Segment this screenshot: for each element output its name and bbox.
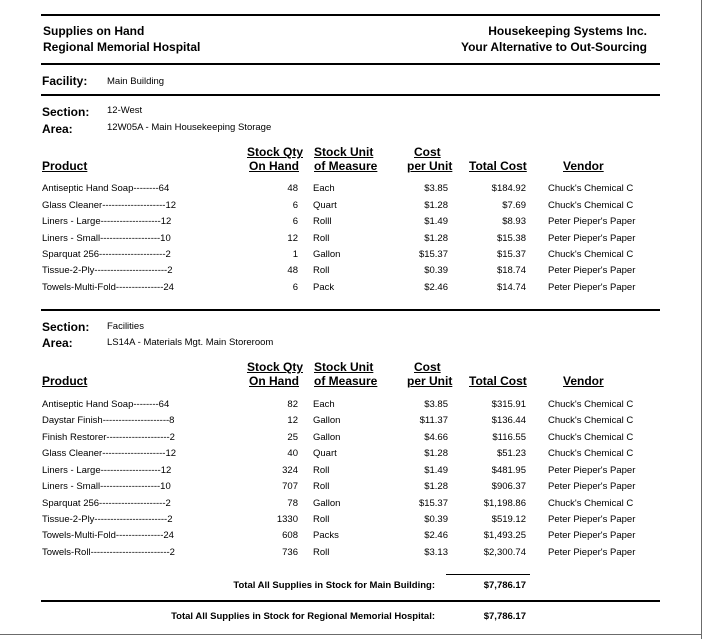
vendor-cell: Chuck's Chemical C (548, 432, 634, 443)
product-cell: Finish Restorer--------------------2 (42, 432, 175, 443)
cost-cell: $1.49 (424, 216, 448, 227)
unit-cell: Gallon (313, 498, 341, 509)
table-row (0, 448, 707, 462)
table-row (0, 200, 707, 214)
total-cell: $1,493.25 (483, 530, 526, 541)
product-cell: Tissue-2-Ply-----------------------2 (42, 514, 173, 525)
section-label: Section: (42, 320, 90, 334)
vendor-cell: Peter Pieper's Paper (548, 514, 636, 525)
total-cell: $136.44 (491, 415, 526, 426)
cost-cell: $1.28 (424, 448, 448, 459)
hospital-total-value: $7,786.17 (483, 611, 526, 622)
product-cell: Sparquat 256---------------------2 (42, 249, 171, 260)
col-qty-1: Stock Qty (246, 360, 303, 374)
unit-cell: Rolll (313, 216, 332, 227)
product-cell: Antiseptic Hand Soap--------64 (42, 399, 170, 410)
total-cell: $1,198.86 (483, 498, 526, 509)
cost-cell: $2.46 (424, 530, 448, 541)
hospital-total-label: Total All Supplies in Stock for Regional Memorial Hospital: (171, 611, 435, 622)
cost-cell: $2.46 (424, 282, 448, 293)
product-cell: Towels-Multi-Fold---------------24 (42, 530, 174, 541)
qty-cell: 25 (287, 432, 298, 443)
qty-cell: 324 (282, 465, 298, 476)
vendor-cell: Chuck's Chemical C (548, 448, 634, 459)
total-cell: $7.69 (502, 200, 526, 211)
company-tagline: Your Alternative to Out-Sourcing (460, 40, 647, 54)
section-value: Facilities (107, 321, 144, 332)
unit-cell: Roll (313, 265, 330, 276)
vendor-cell: Peter Pieper's Paper (548, 465, 636, 476)
product-cell: Towels-Roll-------------------------2 (42, 547, 175, 558)
total-cell: $116.55 (492, 432, 526, 443)
cost-cell: $1.28 (424, 200, 448, 211)
product-cell: Tissue-2-Ply-----------------------2 (42, 265, 173, 276)
vendor-cell: Peter Pieper's Paper (548, 282, 636, 293)
product-cell: Sparquat 256---------------------2 (42, 498, 171, 509)
cost-cell: $3.13 (424, 547, 448, 558)
total-cell: $315.91 (491, 399, 526, 410)
qty-cell: 6 (292, 200, 298, 211)
table-row (0, 498, 707, 512)
vendor-cell: Chuck's Chemical C (548, 183, 634, 194)
grand-total-rule (41, 600, 660, 602)
unit-cell: Gallon (313, 432, 341, 443)
building-total-value: $7,786.17 (483, 580, 526, 591)
qty-cell: 6 (292, 282, 298, 293)
cost-cell: $0.39 (424, 265, 448, 276)
total-cell: $519.12 (491, 514, 526, 525)
qty-cell: 12 (287, 233, 298, 244)
total-cell: $14.74 (496, 282, 526, 293)
facility-rule (41, 94, 660, 96)
facility-label: Facility: (42, 74, 88, 88)
building-total-label: Total All Supplies in Stock for Main Building: (233, 580, 435, 591)
col-unit-2: of Measure (314, 159, 378, 173)
section-label: Section: (42, 105, 90, 119)
table-row (0, 514, 707, 528)
table-row (0, 233, 707, 247)
qty-cell: 1 (292, 249, 298, 260)
qty-cell: 12 (287, 415, 298, 426)
unit-cell: Roll (313, 465, 330, 476)
table-row (0, 399, 707, 413)
unit-cell: Gallon (313, 415, 341, 426)
facility-value: Main Building (107, 76, 165, 87)
header-bottom-rule (41, 63, 660, 65)
cost-cell: $4.66 (424, 432, 448, 443)
area-value: LS14A - Materials Mgt. Main Storeroom (107, 337, 274, 348)
cost-cell: $0.39 (424, 514, 448, 525)
total-cell: $184.92 (491, 183, 526, 194)
unit-cell: Gallon (313, 249, 341, 260)
product-cell: Towels-Multi-Fold---------------24 (42, 282, 174, 293)
vendor-cell: Chuck's Chemical C (548, 498, 634, 509)
unit-cell: Packs (313, 530, 339, 541)
table-row (0, 432, 707, 446)
total-cell: $2,300.74 (483, 547, 526, 558)
vendor-cell: Peter Pieper's Paper (548, 216, 636, 227)
product-cell: Antiseptic Hand Soap--------64 (42, 183, 170, 194)
qty-cell: 608 (282, 530, 298, 541)
vendor-cell: Chuck's Chemical C (548, 415, 634, 426)
col-cost-2: per Unit (407, 374, 453, 388)
col-vendor: Vendor (563, 374, 604, 388)
col-qty-1: Stock Qty (246, 145, 303, 159)
header-top-rule (41, 14, 660, 16)
col-cost-2: per Unit (407, 159, 453, 173)
vendor-cell: Peter Pieper's Paper (548, 530, 636, 541)
table-row (0, 465, 707, 479)
table-row (0, 282, 707, 296)
total-cell: $15.37 (496, 249, 526, 260)
qty-cell: 6 (292, 216, 298, 227)
product-cell: Liners - Large-------------------12 (42, 465, 172, 476)
cost-cell: $3.85 (424, 183, 448, 194)
cost-cell: $1.49 (424, 465, 448, 476)
col-total: Total Cost (469, 374, 527, 388)
col-cost-1: Cost (414, 360, 441, 374)
unit-cell: Each (313, 399, 335, 410)
col-unit-1: Stock Unit (314, 360, 374, 374)
vendor-cell: Peter Pieper's Paper (548, 233, 636, 244)
area-label: Area: (42, 122, 73, 136)
section-divider (41, 309, 660, 311)
vendor-cell: Chuck's Chemical C (548, 399, 634, 410)
cost-cell: $15.37 (418, 498, 448, 509)
vendor-cell: Peter Pieper's Paper (548, 547, 636, 558)
unit-cell: Roll (313, 481, 330, 492)
total-cell: $481.95 (491, 465, 526, 476)
table-row (0, 265, 707, 279)
unit-cell: Roll (313, 547, 330, 558)
page-border-bottom (0, 634, 702, 635)
total-cell: $906.37 (491, 481, 526, 492)
cost-cell: $1.28 (424, 233, 448, 244)
col-unit-1: Stock Unit (314, 145, 374, 159)
table-row (0, 216, 707, 230)
unit-cell: Quart (313, 448, 337, 459)
unit-cell: Roll (313, 514, 330, 525)
hospital-name: Regional Memorial Hospital (43, 40, 201, 54)
col-product: Product (42, 374, 88, 388)
subtotal-rule (446, 574, 530, 575)
vendor-cell: Peter Pieper's Paper (548, 481, 636, 492)
qty-cell: 707 (282, 481, 298, 492)
product-cell: Glass Cleaner--------------------12 (42, 448, 177, 459)
area-value: 12W05A - Main Housekeeping Storage (107, 122, 272, 133)
total-cell: $8.93 (502, 216, 526, 227)
area-label: Area: (42, 336, 73, 350)
total-cell: $18.74 (496, 265, 526, 276)
section-value: 12-West (107, 105, 143, 116)
qty-cell: 1330 (276, 514, 298, 525)
unit-cell: Pack (313, 282, 335, 293)
unit-cell: Each (313, 183, 335, 194)
table-row (0, 415, 707, 429)
col-cost-1: Cost (414, 145, 441, 159)
product-cell: Glass Cleaner--------------------12 (42, 200, 177, 211)
table-row (0, 481, 707, 495)
col-qty-2: On Hand (249, 159, 299, 173)
qty-cell: 40 (287, 448, 298, 459)
product-cell: Daystar Finish---------------------8 (42, 415, 175, 426)
col-product: Product (42, 159, 88, 173)
qty-cell: 48 (287, 183, 298, 194)
cost-cell: $3.85 (424, 399, 448, 410)
unit-cell: Roll (313, 233, 330, 244)
report-title: Supplies on Hand (43, 24, 145, 38)
col-unit-2: of Measure (314, 374, 378, 388)
vendor-cell: Chuck's Chemical C (548, 249, 634, 260)
total-cell: $15.38 (496, 233, 526, 244)
total-cell: $51.23 (496, 448, 526, 459)
cost-cell: $11.37 (419, 415, 448, 426)
table-row (0, 547, 707, 561)
col-total: Total Cost (469, 159, 527, 173)
qty-cell: 736 (282, 547, 298, 558)
company-name: Housekeeping Systems Inc. (488, 24, 647, 38)
table-row (0, 249, 707, 263)
col-qty-2: On Hand (249, 374, 299, 388)
qty-cell: 82 (287, 399, 298, 410)
product-cell: Liners - Large-------------------12 (42, 216, 172, 227)
unit-cell: Quart (313, 200, 337, 211)
qty-cell: 78 (287, 498, 298, 509)
qty-cell: 48 (287, 265, 298, 276)
table-row (0, 530, 707, 544)
vendor-cell: Chuck's Chemical C (548, 200, 634, 211)
table-row (0, 183, 707, 197)
product-cell: Liners - Small-------------------10 (42, 233, 171, 244)
cost-cell: $15.37 (418, 249, 448, 260)
col-vendor: Vendor (563, 159, 604, 173)
cost-cell: $1.28 (424, 481, 448, 492)
product-cell: Liners - Small-------------------10 (42, 481, 171, 492)
vendor-cell: Peter Pieper's Paper (548, 265, 636, 276)
